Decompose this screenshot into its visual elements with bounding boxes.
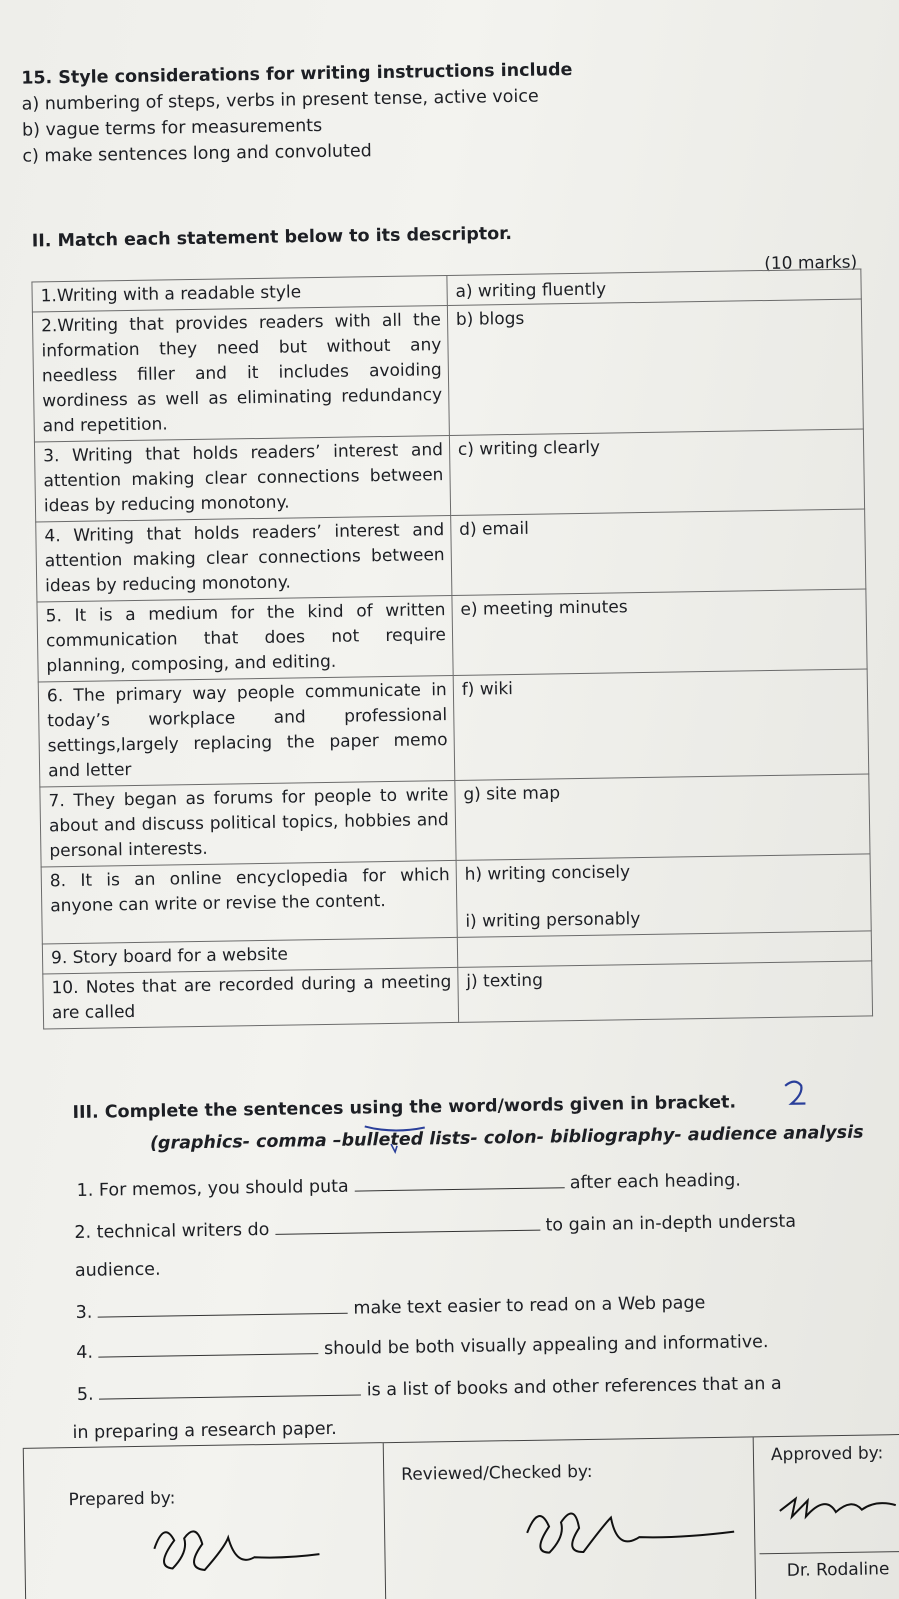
option-b: b) vague terms for measurements <box>21 115 323 141</box>
descriptor-cell: g) site map <box>455 774 870 860</box>
prepared-column <box>23 1449 27 1599</box>
option-c: c) make sentences long and convoluted <box>22 141 372 167</box>
approved-column <box>753 1437 757 1599</box>
question-15-stem: 15. Style considerations for writing instructions include <box>21 60 573 89</box>
prepared-signature-icon <box>144 1506 335 1579</box>
table-row <box>34 429 864 522</box>
sentence-5-end: is a list of books and other references that an a <box>366 1373 782 1401</box>
answer-blank-1[interactable] <box>354 1171 564 1191</box>
handwritten-mark-icon <box>777 1077 818 1112</box>
option-a: a) numbering of steps, verbs in present tense, active voice <box>21 86 539 115</box>
section-2-heading: II. Match each statement below to its descriptor. <box>31 223 513 252</box>
statement-cell: 10. Notes that are recorded during a meeting are called <box>43 967 459 1029</box>
descriptor-cell: j) texting <box>458 961 873 1022</box>
descriptor-h: h) writing concisely <box>464 862 631 885</box>
section-3-heading: III. Complete the sentences using the word/words given in bracket. <box>72 1092 737 1123</box>
table-row <box>38 669 869 787</box>
descriptor-cell: d) email <box>450 509 865 595</box>
statement-cell: 9. Story board for a website <box>42 937 457 974</box>
approval-footer <box>23 1433 899 1599</box>
pen-underline-icon <box>363 1123 434 1164</box>
descriptor-cell <box>447 279 863 435</box>
reviewed-signature-icon <box>518 1479 749 1563</box>
statement-cell: 3. Writing that holds readers’ interest and attention making clear connections between ideas by reducing monotony. <box>34 435 450 522</box>
sentence-3-end: make text easier to read on a Web page <box>353 1293 706 1319</box>
statement-cell: 4. Writing that holds readers’ interest and attention making clear connections between ideas by reducing monotony. <box>36 515 452 602</box>
table-row <box>32 299 863 442</box>
statement-cell: 7. They began as forums for people to write about and discuss political topics, hobbies and personal interests. <box>40 780 456 867</box>
sentence-3-number: 3. <box>75 1302 93 1323</box>
statement-cell: 8. It is an online encyclopedia for which anyone can write or revise the content. <box>41 860 457 944</box>
prepared-by-label: Prepared by: <box>68 1488 176 1511</box>
sentence-1-end: after each heading. <box>569 1170 742 1194</box>
word-bank: (graphics- comma –bulleted lists- colon- bibliography- audience analysis <box>149 1122 864 1154</box>
sentence-4-end: should be both visually appealing and informative. <box>323 1332 769 1360</box>
sentence-5-continued: in preparing a research paper. <box>72 1418 337 1444</box>
sentence-2-start: 2. technical writers do <box>74 1219 270 1243</box>
reviewed-by-label: Reviewed/Checked by: <box>401 1461 593 1485</box>
approved-by-label: Approved by: <box>770 1443 884 1466</box>
statement-cell: 1.Writing with a readable style <box>32 276 447 313</box>
sentence-5-number: 5. <box>76 1384 94 1405</box>
approver-name: Dr. Rodaline <box>786 1559 890 1581</box>
descriptor-a: a) writing fluently <box>455 279 607 302</box>
reviewed-column <box>383 1443 387 1599</box>
descriptor-cell <box>456 854 871 937</box>
statement-cell: 6. The primary way people communicate in today’s workplace and professional settings,largely replacing the paper memo and letter <box>38 675 454 787</box>
approved-signature-icon <box>775 1487 899 1525</box>
descriptor-cell: f) wiki <box>453 669 869 780</box>
sentence-1 <box>77 1169 741 1201</box>
sentence-3 <box>75 1291 705 1323</box>
sentence-5 <box>77 1372 782 1405</box>
answer-blank-3[interactable] <box>98 1297 348 1318</box>
statement-cell: 5. It is a medium for the kind of written communication that does not require planning, composing, and editing. <box>37 595 453 682</box>
sentence-2 <box>74 1210 796 1243</box>
table-row <box>41 854 871 944</box>
sentence-4 <box>76 1330 769 1363</box>
table-row <box>37 589 867 682</box>
table-row <box>40 774 870 867</box>
descriptor-i: i) writing personably <box>465 909 641 932</box>
table-row <box>43 961 873 1029</box>
descriptor-cell: c) writing clearly <box>449 429 864 515</box>
sentence-2-end: to gain an in-depth understa <box>545 1211 797 1236</box>
matching-table <box>31 269 873 1030</box>
descriptor-cell: e) meeting minutes <box>452 589 867 675</box>
answer-blank-4[interactable] <box>98 1337 318 1357</box>
approver-name-rule <box>759 1551 899 1555</box>
statement-cell: 2.Writing that provides readers with all the information they need but without any needless filler and it includes avoiding wordiness as well as eliminating redundancy and repetition. <box>32 306 449 443</box>
table-row <box>36 509 866 602</box>
question-15 <box>21 57 574 170</box>
sentence-1-start: 1. For memos, you should puta <box>76 1176 349 1201</box>
sentence-2-continued: audience. <box>74 1259 161 1281</box>
answer-blank-2[interactable] <box>275 1214 540 1235</box>
sentence-4-number: 4. <box>76 1342 94 1363</box>
section-2-marks: (10 marks) <box>764 252 858 275</box>
descriptor-b: b) blogs <box>455 308 525 330</box>
answer-blank-5[interactable] <box>99 1379 361 1400</box>
